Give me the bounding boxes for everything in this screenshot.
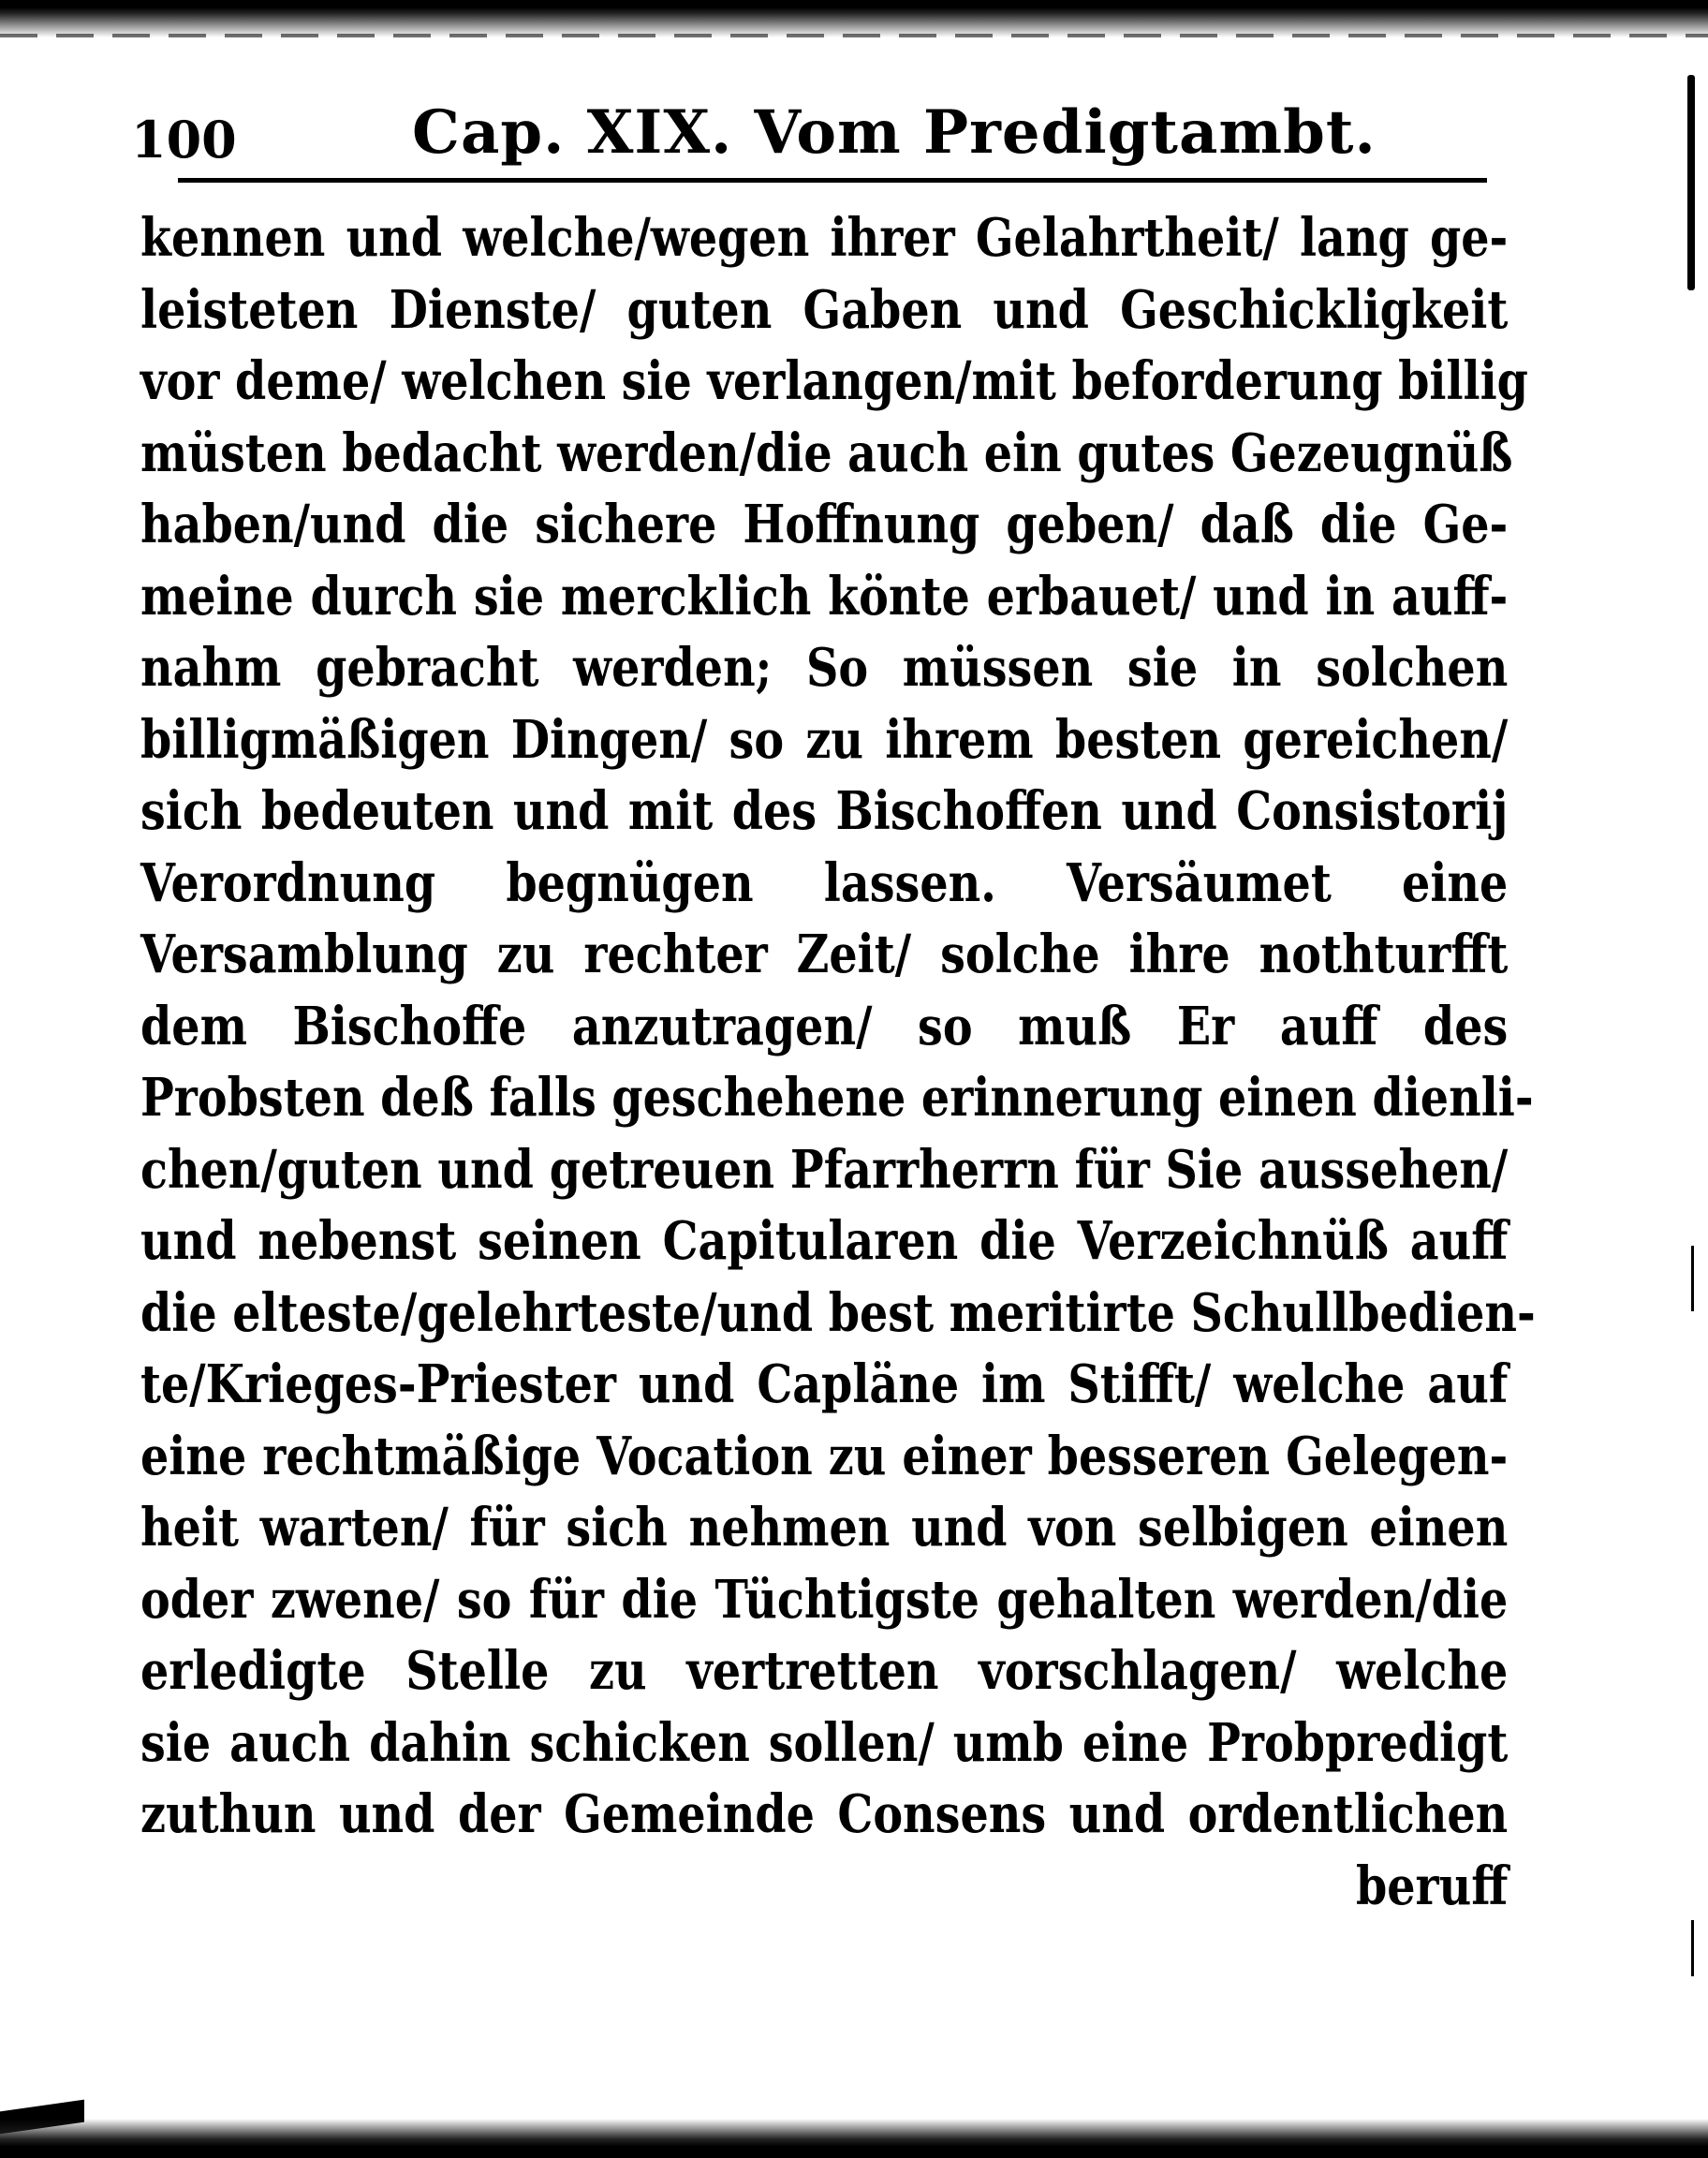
text-line: zuthun und der Gemeinde Consens und ordentlichen [140, 1783, 1509, 1845]
page-header [131, 94, 1480, 178]
text-line: sich bedeuten und mit des Bischoffen und Consistorij [140, 780, 1509, 842]
text-line: billigmäßigen Dingen/ so zu ihrem besten gereichen/ [140, 708, 1509, 771]
text-line: die elteste/gelehrteste/und best meritirte Schullbedien- [140, 1281, 1536, 1344]
catchword: beruff [1355, 1855, 1509, 1917]
text-line: müsten bedacht werden/die auch ein gutes Gezeugnüß [140, 421, 1513, 484]
text-line: leisteten Dienste/ guten Gaben und Geschickligkeit [140, 278, 1509, 341]
scan-edge-mark [1691, 1246, 1694, 1311]
page-number: 100 [131, 110, 237, 170]
text-line: kennen und welche/wegen ihrer Gelahrtheit/ lang ge- [140, 207, 1509, 269]
scan-border-top-dashes [0, 34, 1708, 37]
text-line: und nebenst seinen Capitularen die Verzeichnüß auff [140, 1210, 1509, 1272]
text-line: meine durch sie mercklich könte erbauet/ und in auff- [140, 565, 1509, 628]
text-line: chen/guten und getreuen Pfarrherrn für Sie aussehen/ [140, 1138, 1509, 1201]
text-line: vor deme/ welchen sie verlangen/mit beforderung billig [140, 350, 1528, 412]
text-line: heit warten/ für sich nehmen und von selbigen einen [140, 1497, 1509, 1559]
text-line: nahm gebracht werden; So müssen sie in solchen [140, 637, 1509, 699]
text-line: haben/und die sichere Hoffnung geben/ daß die Ge- [140, 494, 1509, 555]
scan-border-bottom [0, 2119, 1708, 2158]
text-line: te/Krieges-Priester und Capläne im Stifft/ welche auf [140, 1353, 1509, 1415]
text-line: oder zwene/ so für die Tüchtigste gehalten werden/die [140, 1568, 1509, 1631]
scan-border-top [0, 0, 1708, 37]
header-rule [178, 178, 1487, 183]
text-line: dem Bischoffe anzutragen/ so muß Er auff des [140, 995, 1509, 1057]
text-line: Versamblung zu rechter Zeit/ solche ihre nothturfft [140, 924, 1509, 985]
body-text [140, 202, 1536, 1922]
text-line: sie auch dahin schicken sollen/ umb eine Probpredigt [140, 1711, 1509, 1774]
running-title: Cap. XIX. Vom Predigtambt. [412, 97, 1377, 168]
text-line: erledigte Stelle zu vertretten vorschlagen/ welche [140, 1640, 1509, 1702]
text-line: eine rechtmäßige Vocation zu einer besseren Gelegen- [140, 1425, 1509, 1487]
text-line: Probsten deß falls geschehene erinnerung einen dienli- [140, 1067, 1534, 1129]
text-line: Verordnung begnügen lassen. Versäumet eine [140, 851, 1509, 914]
scan-edge-mark [1687, 75, 1695, 290]
scan-edge-mark [1691, 1920, 1694, 1976]
